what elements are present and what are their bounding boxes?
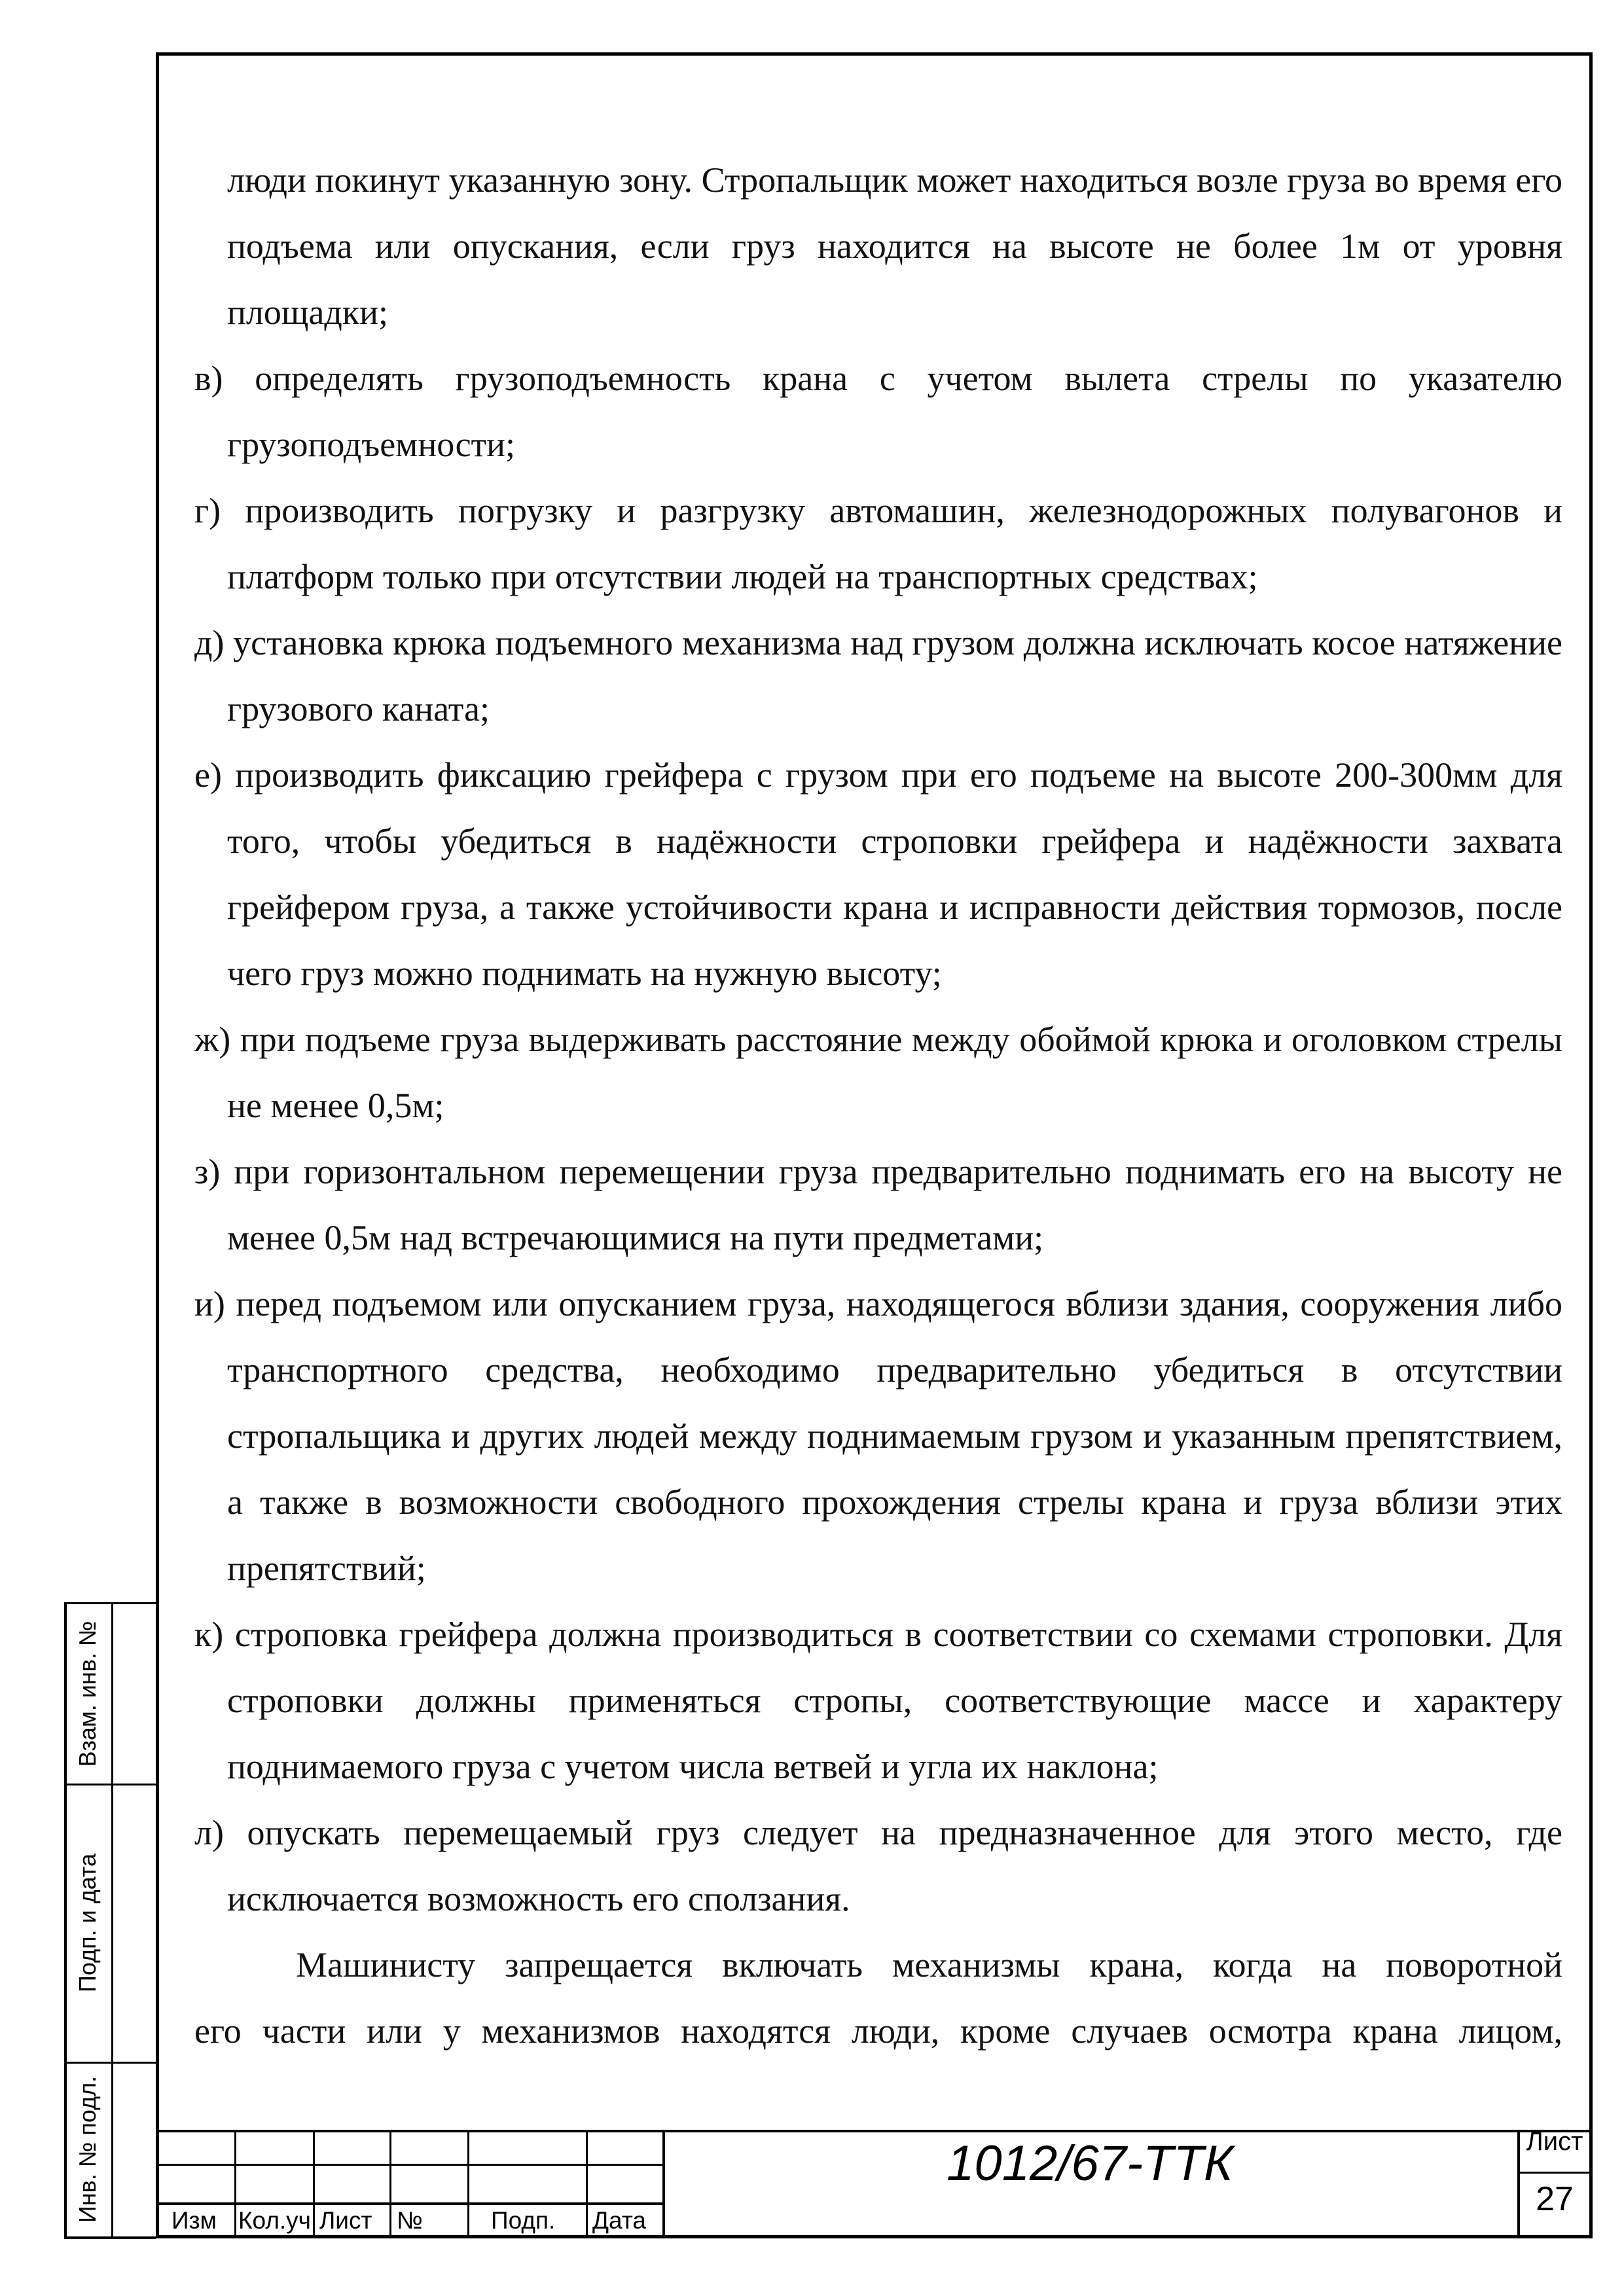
side-strip-inner-line: [111, 1604, 113, 2238]
list-item-g: г) производить погрузку и разгрузку автомашин, железнодорожных полувагонов и платформ только при отсутствии людей на транспортных средствах;: [194, 491, 1562, 596]
list-item-e: е) производить фиксацию грейфера с грузом при его подъеме на высоте 200-300мм для того, чтобы убедиться в надёжности строповки грейфера и надёжности захвата грейфером груза, а также устойчивости крана и исправности действия тормозов, после чего груз можно поднимать на нужную высоту;: [194, 755, 1562, 993]
list-item-i: и) перед подъемом или опусканием груза, находящегося вблизи здания, сооружения либо транспортного средства, необходимо предварительно убедиться в отсутствии стропальщика и других людей между поднимаемым грузом и указанным препятствием, а также в возможности свободного прохождения стрелы крана и груза вблизи этих препятствий;: [194, 1284, 1562, 1588]
document-body: [194, 147, 1562, 2064]
title-block-col-line: [389, 2130, 391, 2238]
side-strip-divider: [64, 2062, 156, 2064]
title-block-col-line: [234, 2130, 236, 2238]
list-label: Лист: [319, 2207, 372, 2234]
sheet-label: Лист: [1526, 2127, 1583, 2156]
side-strip-outer-line: [64, 1604, 67, 2238]
side-strip-divider: [64, 1602, 156, 1604]
list-item-z: з) при горизонтальном перемещении груза предварительно поднимать его на высоту не менее 0,5м над встречающимися на пути предметами;: [194, 1152, 1562, 1257]
side-strip-divider: [64, 1784, 156, 1785]
list-item-d: д) установка крюка подъемного механизма над грузом должна исключать косое натяжение грузового каната;: [194, 623, 1562, 728]
doc-number-label: №: [397, 2207, 423, 2234]
title-block-col-line: [313, 2130, 315, 2238]
side-strip-divider: [64, 2236, 156, 2239]
title-block-col-line: [467, 2130, 469, 2238]
sheet-cell-divider: [1519, 2172, 1593, 2174]
list-item-v: в) определять грузоподъемность крана с учетом вылета стрелы по указателю грузоподъемности;: [194, 359, 1562, 464]
date-label: Дата: [592, 2207, 646, 2234]
list-item-zh: ж) при подъеме груза выдерживать расстояние между обоймой крюка и оголовком стрелы не менее 0,5м;: [194, 1020, 1562, 1125]
signature-label: Подп.: [491, 2207, 556, 2234]
title-block-top-line: [156, 2130, 1593, 2132]
kol-uch-label: Кол.уч: [238, 2207, 311, 2234]
list-item-l: л) опускать перемещаемый груз следует на предназначенное для этого место, где исключается возможность его сползания.: [194, 1813, 1562, 1918]
sheet-number: 27: [1536, 2180, 1574, 2218]
list-item-k: к) строповка грейфера должна производиться в соответствии со схемами строповки. Для строповки должны применяться стропы, соответствующие массе и характеру поднимаемого груза с учетом числа ветвей и угла их наклона;: [194, 1615, 1562, 1786]
list-item-continuation: люди покинут указанную зону. Стропальщик может находиться возле груза во время его подъема или опускания, если груз находится на высоте не более 1м от уровня площадки;: [227, 160, 1562, 332]
izm-label: Изм: [171, 2207, 217, 2234]
paragraph-line-2: его части или у механизмов находятся люди, кроме случаев осмотра крана лицом,: [194, 2011, 1562, 2051]
title-block-col-line: [586, 2130, 588, 2238]
document-code: 1012/67-ТТК: [947, 2136, 1233, 2191]
paragraph-line-1: Машинисту запрещается включать механизмы крана, когда на поворотной: [296, 1945, 1562, 1984]
